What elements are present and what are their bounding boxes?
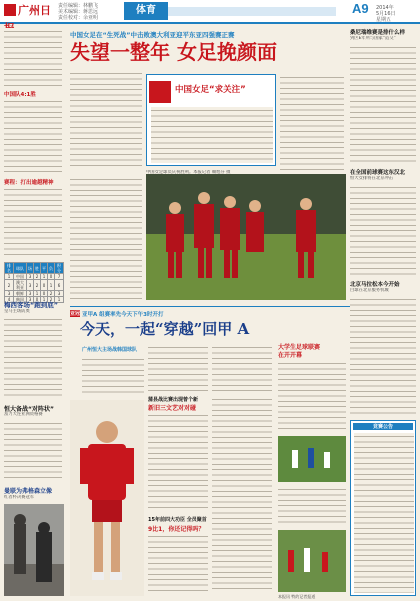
table-cell: 平: [41, 263, 48, 274]
issue-date: [376, 5, 420, 23]
table-cell: 3: [27, 291, 34, 297]
table-cell: 韩国: [14, 297, 27, 303]
statue-photo: [4, 504, 64, 596]
right-story-body: [350, 44, 416, 164]
lead-body-col2: [280, 74, 344, 170]
table-cell: 中国: [14, 274, 27, 280]
left-brief-body: [4, 98, 62, 172]
lead-body-col1b: [70, 176, 142, 300]
table-cell: 3: [55, 291, 64, 297]
newspaper-logo: 广州日: [4, 2, 56, 20]
page-number: A9: [352, 1, 369, 16]
center-headline: 今天，一起“穿越”回甲 A: [80, 320, 250, 338]
editor-credits: [58, 3, 118, 21]
center-sub1: 蒲县战比赛出现曾个新: [148, 397, 199, 403]
table-cell: 0: [48, 274, 55, 280]
section-label: 体育: [124, 2, 168, 20]
table-cell: 7: [55, 274, 64, 280]
center-body-e: [148, 533, 208, 593]
college-match-image: [278, 436, 346, 482]
date-line: 星期五: [376, 17, 392, 23]
center-kicker-small: 广州恒大主场战韩国球队: [82, 347, 138, 353]
table-cell: 3: [27, 297, 34, 303]
college-match-image-2: [278, 530, 346, 592]
table-cell: 1: [41, 297, 48, 303]
table-cell: 澳大利亚: [14, 280, 27, 291]
feature-box: [146, 74, 276, 166]
left-brief-text: [4, 28, 62, 88]
table-cell: 0: [41, 291, 48, 297]
feature-thumbnail: [149, 81, 171, 103]
center-body-a: [148, 344, 208, 392]
table-cell: 3: [27, 274, 34, 280]
table-cell: 0: [41, 280, 48, 291]
lead-body-col1: [70, 70, 142, 170]
left-article-title: 赛程：打出逾越精神: [4, 180, 54, 186]
statue-image: [4, 504, 64, 596]
table-cell: 积分: [55, 263, 64, 274]
table-cell: 3: [5, 291, 14, 297]
footer-caption: 本报讯 特约记者报道: [278, 594, 316, 599]
table-row: [5, 280, 64, 291]
table-cell: 排名: [5, 263, 14, 274]
right-story3-title: 北京马拉松本今开始: [350, 282, 400, 288]
right-story2-title: 在全国前球赛这东汉北: [350, 170, 406, 176]
lead-kicker: 中国女足在“生死战”中击败澳大利亚迎平东亚四强赛正赛: [70, 31, 235, 39]
table-cell: 胜: [34, 263, 41, 274]
center-intro-body: [82, 356, 144, 396]
table-cell: 1: [5, 274, 14, 280]
college-league-body: [278, 360, 346, 432]
center-body-d: [212, 396, 272, 592]
lead-photo-caption: 中国女足球员庆祝胜利。本报记者 赖旭芬 摄: [146, 170, 231, 175]
table-cell: 2: [5, 280, 14, 291]
date-line: 2014年: [376, 5, 394, 11]
right-story2-body: [350, 184, 416, 276]
table-cell: 2: [34, 274, 41, 280]
table-cell: 3: [27, 280, 34, 291]
center-body-b: [212, 344, 272, 392]
college-league-subtitle: 在开开幕: [278, 352, 303, 359]
team-celebration-image: [146, 174, 346, 300]
table-cell: 1: [48, 280, 55, 291]
center-kicker: 亚甲A 组赛率先今天下午3时开打: [82, 312, 164, 318]
editor-line: 责任编辑：林鹏飞: [58, 3, 99, 9]
table-cell: 2: [48, 297, 55, 303]
table-cell: 球队: [14, 263, 27, 274]
table-cell: 1: [55, 297, 64, 303]
editor-line: 美术编辑：蒋思远: [58, 9, 99, 15]
table-cell: 2: [48, 291, 55, 297]
left-article-body: [4, 186, 62, 256]
left-story-subtitle: 皇马主场防奥: [4, 309, 30, 314]
left-story-title: 梅西客场“跑到底”: [4, 301, 59, 309]
table-cell: 负: [48, 263, 55, 274]
section-divider: [70, 306, 350, 307]
notice-body: [354, 433, 414, 593]
player-image: [70, 400, 144, 596]
center-banner-tag: 亚冠: [70, 311, 80, 317]
college-photo-2: [278, 530, 346, 592]
left-story3-title: 曼联为弗格森立像: [4, 488, 53, 495]
lead-headline: 失望一整年 女足挽颜面: [70, 40, 277, 64]
center-sub1b: 新旧三文艺对对碰: [148, 405, 197, 412]
editor-line: 责任校对：余亚明: [58, 15, 99, 21]
section-bar: [168, 7, 336, 16]
left-story2-body: [4, 420, 62, 480]
center-body-c: [148, 412, 208, 512]
table-cell: 1: [34, 291, 41, 297]
table-cell: 0: [34, 297, 41, 303]
left-story2-subtitle: 富力大连亚洲资格赛: [4, 412, 43, 417]
left-story2-title: 恒大备战“对阵状”: [4, 406, 54, 413]
center-sub2: 15年前四大功臣 全员聚首: [148, 517, 207, 523]
right-story3-body: [350, 296, 416, 416]
lead-photo: [146, 174, 346, 300]
right-story2-subtitle: 恒大女排将在北京冲击: [350, 176, 393, 181]
standings-table: [4, 262, 64, 303]
table-row: [5, 263, 64, 274]
left-story-body: [4, 316, 62, 400]
college-league-title: 大学生足球联赛: [278, 344, 321, 351]
center-sub2b: 9比1，你还记得吗？: [148, 526, 205, 533]
table-cell: 4: [5, 297, 14, 303]
table-cell: 场: [27, 263, 34, 274]
feature-body: [151, 107, 273, 163]
player-photo: [70, 400, 144, 596]
table-cell: 1: [41, 274, 48, 280]
notice-title: 竞赛公告: [353, 423, 413, 430]
table-cell: 2: [34, 280, 41, 291]
logo-mark-icon: [4, 4, 16, 16]
college-photo-1: [278, 436, 346, 482]
date-line: 5月16日: [376, 11, 396, 17]
left-brief-title: 中国队4:1胜: [4, 92, 36, 98]
right-story-subtitle: 到区E年所与国家“造交”: [350, 36, 396, 41]
table-cell: 6: [55, 280, 64, 291]
table-cell: 朝鲜: [14, 291, 27, 297]
college-photo-caption: [278, 486, 346, 526]
right-story3-subtitle: 白球在北京服务机城: [350, 288, 389, 293]
right-story-title: 桑尼瑞维赛是排什么样: [350, 30, 406, 36]
notice-box: [350, 420, 416, 596]
feature-title: 中国女足“求关注”: [175, 85, 246, 95]
left-story3-subtitle: 红者杯决赛冠军: [4, 495, 35, 500]
